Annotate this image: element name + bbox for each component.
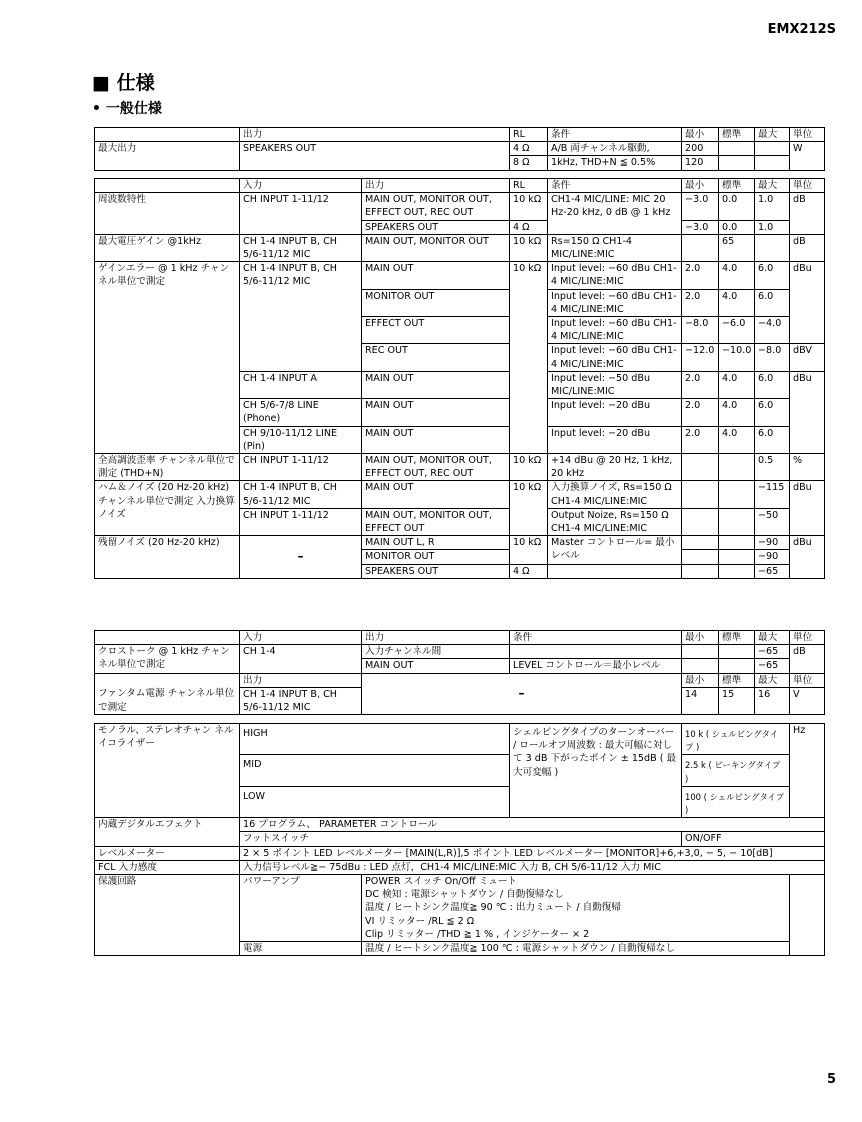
cond-cell: Input level: −60 dBu CH1-4 MIC/LINE:MIC <box>548 289 682 316</box>
col-typ: 標準 <box>719 673 755 687</box>
min-cell: −3.0 <box>682 220 719 234</box>
electrical-spec-table <box>94 178 825 579</box>
table-row <box>95 724 825 755</box>
rl-cell: 10 kΩ <box>510 193 548 220</box>
list-item: POWER スイッチ On/Off ミュート <box>365 876 517 888</box>
cond-cell: +14 dBu @ 20 Hz, 1 kHz, 20 kHz <box>548 454 682 481</box>
typ-cell: 4.0 <box>719 289 755 316</box>
cond-cell: 1kHz, THD+N ≦ 0.5% <box>548 156 682 170</box>
output-cell: MAIN OUT <box>362 481 510 508</box>
output-cell: MAIN OUT <box>362 399 510 426</box>
table-row <box>95 454 825 481</box>
table-row <box>95 234 825 261</box>
min-cell: 2.0 <box>682 426 719 453</box>
col-max: 最大 <box>755 631 790 645</box>
min-cell: −3.0 <box>682 193 719 220</box>
rl-cell: 4 Ω <box>510 142 548 156</box>
typ-cell: 0.0 <box>719 193 755 220</box>
cond-cell: Input level: −20 dBu <box>548 426 682 453</box>
input-cell: CH 1-4 <box>240 645 362 673</box>
effect-footswitch: フットスイッチ <box>240 832 682 846</box>
unit-cell: dB <box>790 645 825 673</box>
max-cell: 6.0 <box>755 262 790 289</box>
row-label: ゲインエラー @ 1 kHz チャンネル単位で測定 <box>95 262 240 454</box>
typ-cell: 4.0 <box>719 371 755 398</box>
output-cell: MONITOR OUT <box>362 289 510 316</box>
unit-cell: % <box>790 454 825 481</box>
typ-cell: 4.0 <box>719 426 755 453</box>
table-row <box>95 860 825 874</box>
typ-cell: −10.0 <box>719 344 755 371</box>
cond-cell: CH1-4 MIC/LINE: MIC 20 Hz-20 kHz, 0 dB @ 1 kHz <box>548 193 682 235</box>
col-typ: 標準 <box>719 631 755 645</box>
row-label: クロストーク @ 1 kHz チャンネル単位で測定 <box>95 645 240 673</box>
max-cell: −50 <box>755 508 790 535</box>
table-row <box>95 645 825 659</box>
min-cell: 200 <box>682 142 719 156</box>
output-cell: MAIN OUT L, R <box>362 536 510 550</box>
input-cell: CH 5/6-7/8 LINE (Phone) <box>240 399 362 426</box>
eq-freq-low: 100 ( シェルビングタイプ ) <box>682 786 790 817</box>
input-cell: CH 1-4 INPUT B, CH 5/6-11/12 MIC <box>240 234 362 261</box>
col-rl: RL <box>510 128 548 142</box>
level-meter-value: 2 × 5 ポイント LED レベルメーター [MAIN(L,R)],5 ポイント LED レベルメーター [MONITOR]+6,+3,0, − 5, − 10[dB] <box>240 846 825 860</box>
row-label: レベルメーター <box>95 846 240 860</box>
max-cell: 6.0 <box>755 371 790 398</box>
protection-psu-value: 温度 / ヒートシンク温度≧ 100 ℃ : 電源シャットダウン / 自動復帰なし <box>362 942 790 956</box>
cond-cell: A/B 両チャンネル駆動, <box>548 142 682 156</box>
typ-cell: 65 <box>719 234 755 261</box>
table-row <box>95 142 825 156</box>
col-max: 最大 <box>755 179 790 193</box>
cond-cell: Input level: −20 dBu <box>548 399 682 426</box>
table-header-row <box>95 673 825 687</box>
input-cell: CH 1-4 INPUT B, CH 5/6-11/12 MIC <box>240 687 362 714</box>
unit-cell: dB <box>790 193 825 235</box>
table-row <box>95 481 825 508</box>
eq-band-low: LOW <box>240 786 510 817</box>
table-row <box>95 262 825 289</box>
max-output-table <box>94 127 825 171</box>
min-cell: −12.0 <box>682 344 719 371</box>
col-input: 入力 <box>240 179 362 193</box>
protection-amp-list <box>362 875 790 942</box>
fcl-value: 入力信号レベル≧− 75dBu : LED 点灯，CH1-4 MIC/LINE:MIC 入力 B, CH 5/6-11/12 入力 MIC <box>240 860 825 874</box>
col-typ: 標準 <box>719 128 755 142</box>
col-max: 最大 <box>755 128 790 142</box>
unit-cell: V <box>790 687 825 714</box>
effect-programs: 16 プログラム、 PARAMETER コントロール <box>240 818 825 832</box>
list-item: DC 検知 : 電源シャットダウン / 自動復帰なし <box>365 889 564 901</box>
max-cell: 1.0 <box>755 193 790 220</box>
max-cell: 0.5 <box>755 454 790 481</box>
phantom-output-cell: – <box>362 673 682 715</box>
eq-freq-high: 10 k ( シェルビングタイプ ) <box>682 724 790 755</box>
table-row <box>95 846 825 860</box>
col-output: 出力 <box>362 179 510 193</box>
effect-onoff: ON/OFF <box>682 832 825 846</box>
list-item: Clip リミッター /THD ≧ 1 % , インジケーター × 2 <box>365 928 590 940</box>
col-cond: 条件 <box>548 179 682 193</box>
col-typ: 標準 <box>719 179 755 193</box>
eq-description: シェルビングタイプのターンオーバー / ロールオフ周波数 : 最大可幅に対して 3 dB 下がったポイン ± 15dB ( 最大可変幅 ) <box>510 724 682 818</box>
max-cell: −65 <box>755 659 790 673</box>
output-cell: MAIN OUT, MONITOR OUT, EFFECT OUT, REC OUT <box>362 193 510 220</box>
col-min: 最小 <box>682 673 719 687</box>
row-label: 最大出力 <box>95 142 240 170</box>
rl-cell: 10 kΩ <box>510 536 548 564</box>
col-output: 出力 <box>240 673 362 687</box>
row-label: 最大電圧ゲイン @1kHz <box>95 234 240 261</box>
protection-psu-label: 電源 <box>240 942 362 956</box>
table-header-row <box>95 631 825 645</box>
unit-cell: Hz <box>790 724 825 818</box>
col-output: 出力 <box>240 128 510 142</box>
rl-cell: 10 kΩ <box>510 234 548 261</box>
eq-band-high: HIGH <box>240 724 510 755</box>
page-number: 5 <box>826 1072 836 1087</box>
row-label: 全高調波歪率 チャンネル単位で測定 (THD+N) <box>95 454 240 481</box>
col-max: 最大 <box>755 673 790 687</box>
cond-cell: Input level: −60 dBu CH1-4 MIC/LINE:MIC <box>548 262 682 289</box>
input-cell: CH INPUT 1-11/12 <box>240 508 362 535</box>
table-row <box>95 536 825 550</box>
cond-cell: Input level: −50 dBu MIC/LINE:MIC <box>548 371 682 398</box>
row-label: ハム＆ノイズ (20 Hz-20 kHz) チャンネル単位で測定 入力換算ノイズ <box>95 481 240 536</box>
max-cell: −65 <box>755 645 790 659</box>
max-cell: −65 <box>755 564 790 578</box>
max-cell: −8.0 <box>755 344 790 371</box>
eq-band-mid: MID <box>240 755 510 786</box>
input-cell: CH 1-4 INPUT A <box>240 371 362 398</box>
row-label: 内蔵デジタルエフェクト <box>95 818 240 846</box>
unit-cell: dBu <box>790 481 825 536</box>
list-item: VI リミッター /RL ≦ 2 Ω <box>365 915 475 927</box>
cond-cell: LEVEL コントロール＝最小レベル <box>510 659 682 673</box>
cond-cell: Input level: −60 dBu CH1-4 MIC/LINE:MIC <box>548 344 682 371</box>
col-cond: 条件 <box>548 128 682 142</box>
unit-cell: W <box>790 142 825 170</box>
model-name: EMX212S <box>767 22 836 37</box>
input-cell: – <box>240 536 362 579</box>
max-cell: 6.0 <box>755 399 790 426</box>
table-row <box>95 193 825 220</box>
col-unit: 単位 <box>790 631 825 645</box>
functions-table <box>94 723 825 956</box>
typ-cell: 4.0 <box>719 262 755 289</box>
output-cell: EFFECT OUT <box>362 317 510 344</box>
output-cell: SPEAKERS OUT <box>240 142 510 170</box>
rl-cell: 10 kΩ <box>510 262 548 454</box>
cond-cell: Input level: −60 dBu CH1-4 MIC/LINE:MIC <box>548 317 682 344</box>
col-input: 入力 <box>240 631 362 645</box>
output-cell: MAIN OUT <box>362 371 510 398</box>
rl-cell: 10 kΩ <box>510 481 548 536</box>
unit-cell: dBV <box>790 344 825 371</box>
rl-cell: 4 Ω <box>510 564 548 578</box>
col-rl: RL <box>510 179 548 193</box>
section-title: ■ 仕様 <box>92 72 155 94</box>
subsection-title: • 一般仕様 <box>92 101 162 117</box>
cond-cell: Rs=150 Ω CH1-4 MIC/LINE:MIC <box>548 234 682 261</box>
table-header-row <box>95 128 825 142</box>
min-cell: 2.0 <box>682 371 719 398</box>
list-item: 温度 / ヒートシンク温度≧ 90 ℃ : 出力ミュート / 自動復帰 <box>365 902 621 914</box>
input-cell: CH INPUT 1-11/12 <box>240 454 362 481</box>
min-cell: 120 <box>682 156 719 170</box>
max-cell: 6.0 <box>755 289 790 316</box>
input-cell: CH 9/10-11/12 LINE (Pin) <box>240 426 362 453</box>
col-min: 最小 <box>682 179 719 193</box>
output-cell: MAIN OUT, MONITOR OUT <box>362 234 510 261</box>
input-cell: CH 1-4 INPUT B, CH 5/6-11/12 MIC <box>240 481 362 508</box>
col-cond: 条件 <box>510 631 682 645</box>
col-output: 出力 <box>362 631 510 645</box>
min-cell: −8.0 <box>682 317 719 344</box>
output-cell: MAIN OUT <box>362 262 510 289</box>
output-cell: MAIN OUT, MONITOR OUT, EFFECT OUT, REC OUT <box>362 454 510 481</box>
col-unit: 単位 <box>790 128 825 142</box>
row-label: FCL 入力感度 <box>95 860 240 874</box>
cond-cell: Master コントロール= 最小レベル <box>548 536 682 564</box>
min-cell: 2.0 <box>682 399 719 426</box>
row-label: 残留ノイズ (20 Hz-20 kHz) <box>95 536 240 579</box>
typ-cell: 15 <box>719 687 755 714</box>
eq-freq-mid: 2.5 k ( ピーキングタイプ ) <box>682 755 790 786</box>
max-cell: −90 <box>755 550 790 564</box>
row-label: 保護回路 <box>95 875 240 956</box>
output-cell: MAIN OUT <box>362 659 510 673</box>
col-min: 最小 <box>682 128 719 142</box>
output-cell: MONITOR OUT <box>362 550 510 564</box>
unit-cell: dBu <box>790 371 825 453</box>
output-cell: MAIN OUT, MONITOR OUT, EFFECT OUT <box>362 508 510 535</box>
output-cell: REC OUT <box>362 344 510 371</box>
typ-cell: −6.0 <box>719 317 755 344</box>
col-min: 最小 <box>682 631 719 645</box>
rl-cell: 10 kΩ <box>510 454 548 481</box>
input-cell: CH 1-4 INPUT B, CH 5/6-11/12 MIC <box>240 262 362 372</box>
row-label: モノラル、ステレオチャン ネルイコライザー <box>95 724 240 818</box>
output-cell: SPEAKERS OUT <box>362 220 510 234</box>
table-row <box>95 875 825 942</box>
max-cell: −4.0 <box>755 317 790 344</box>
max-cell: 16 <box>755 687 790 714</box>
max-cell: −115 <box>755 481 790 508</box>
output-cell: SPEAKERS OUT <box>362 564 510 578</box>
rl-cell: 8 Ω <box>510 156 548 170</box>
crosstalk-phantom-table <box>94 630 825 715</box>
cond-cell: 入力換算ノイズ, Rs=150 Ω CH1-4 MIC/LINE:MIC <box>548 481 682 508</box>
output-cell: MAIN OUT <box>362 426 510 453</box>
table-header-row <box>95 179 825 193</box>
col-unit: 単位 <box>790 673 825 687</box>
rl-cell: 4 Ω <box>510 220 548 234</box>
max-cell: 1.0 <box>755 220 790 234</box>
min-cell: 14 <box>682 687 719 714</box>
typ-cell: 0.0 <box>719 220 755 234</box>
row-label: 周波数特性 <box>95 193 240 235</box>
output-cell: 入力チャンネル間 <box>362 645 510 659</box>
col-unit: 単位 <box>790 179 825 193</box>
cond-cell: Output Noize, Rs=150 Ω CH1-4 MIC/LINE:MIC <box>548 508 682 535</box>
typ-cell: 4.0 <box>719 399 755 426</box>
protection-amp-label: パワーアンプ <box>240 875 362 942</box>
unit-cell: dBu <box>790 536 825 579</box>
row-label: ファンタム電源 チャンネル単位で測定 <box>95 687 240 714</box>
input-cell: CH INPUT 1-11/12 <box>240 193 362 235</box>
table-row <box>95 818 825 832</box>
max-cell: 6.0 <box>755 426 790 453</box>
min-cell: 2.0 <box>682 289 719 316</box>
unit-cell: dB <box>790 234 825 261</box>
min-cell: 2.0 <box>682 262 719 289</box>
unit-cell: dBu <box>790 262 825 344</box>
max-cell: −90 <box>755 536 790 550</box>
